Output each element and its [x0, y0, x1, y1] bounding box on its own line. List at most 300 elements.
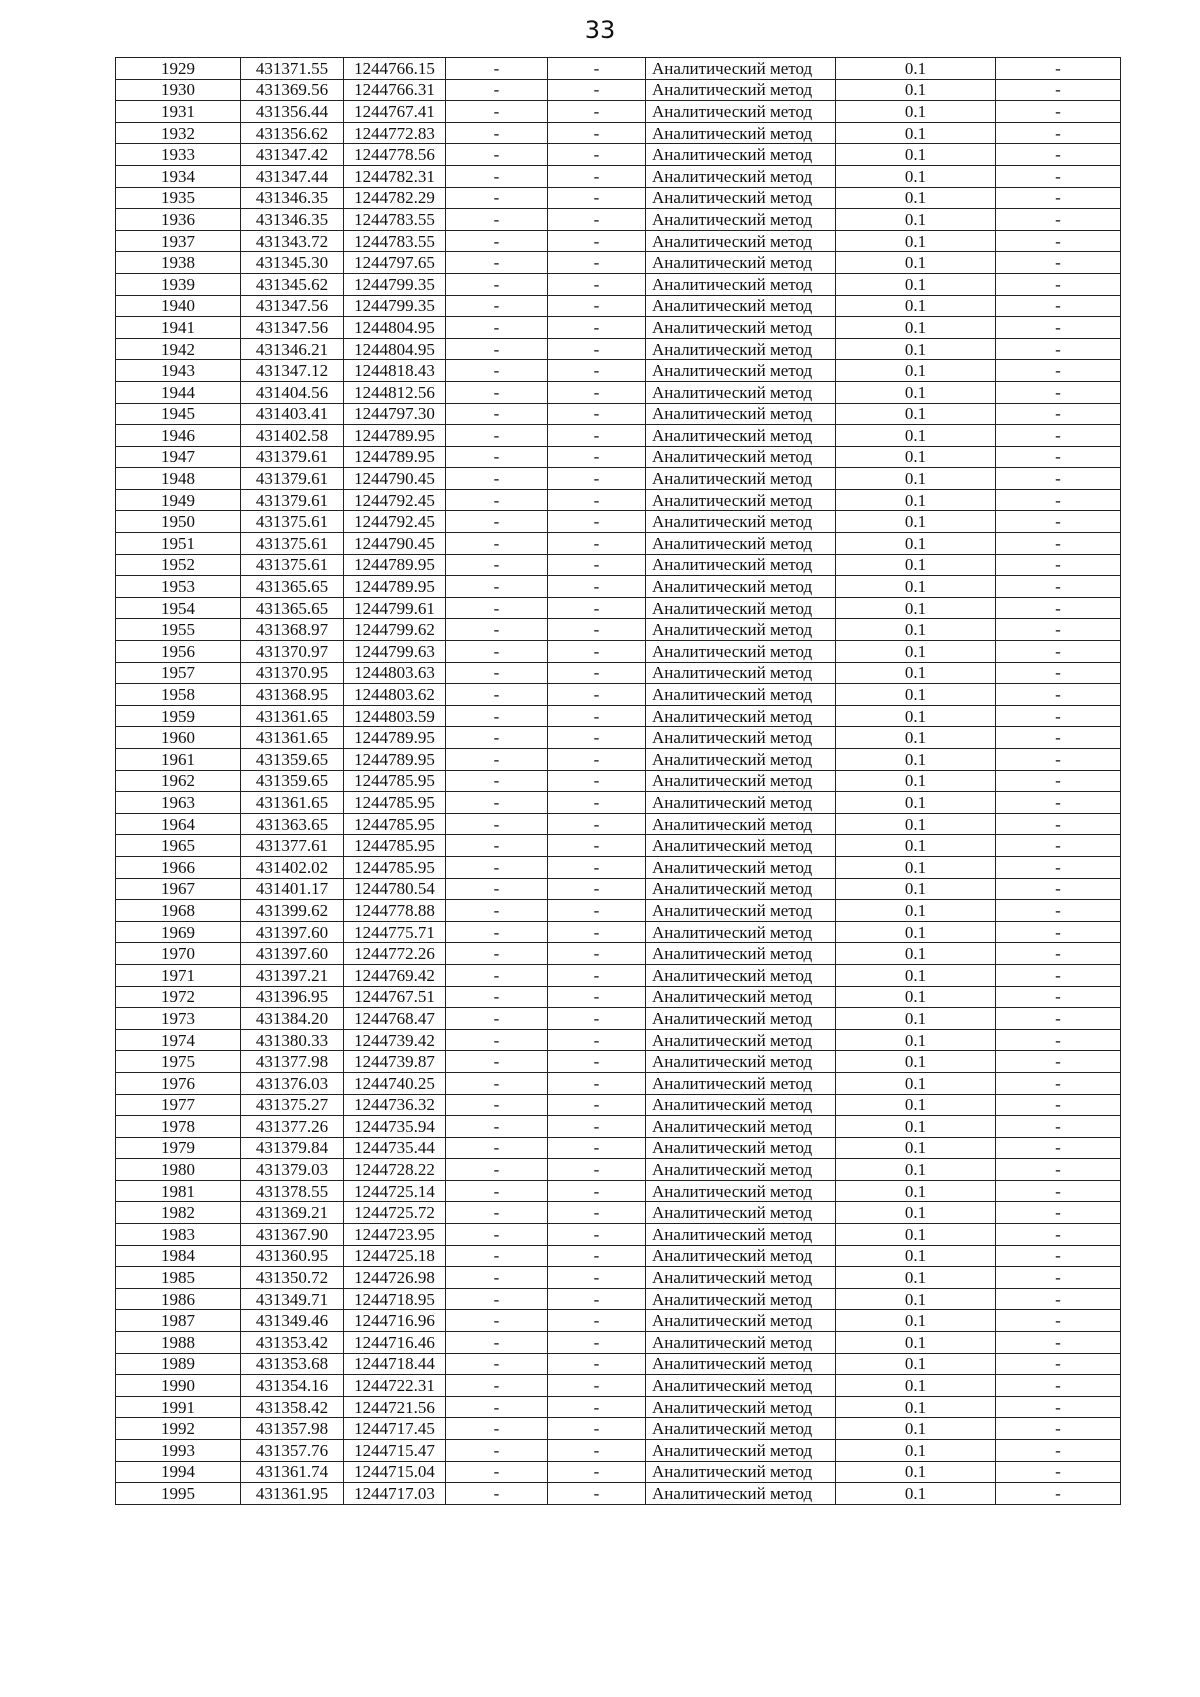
point-number-cell: 1978 [116, 1116, 241, 1138]
empty-cell-3: - [996, 1267, 1121, 1289]
method-cell: Аналитический метод [646, 79, 836, 101]
point-number-cell: 1936 [116, 209, 241, 231]
method-cell: Аналитический метод [646, 684, 836, 706]
point-number-cell: 1993 [116, 1440, 241, 1462]
y-coordinate-cell: 1244785.95 [344, 856, 446, 878]
method-cell: Аналитический метод [646, 749, 836, 771]
method-cell: Аналитический метод [646, 295, 836, 317]
empty-cell-2: - [548, 533, 646, 555]
empty-cell-3: - [996, 597, 1121, 619]
empty-cell-2: - [548, 1159, 646, 1181]
empty-cell-2: - [548, 295, 646, 317]
method-cell: Аналитический метод [646, 403, 836, 425]
empty-cell-1: - [446, 727, 548, 749]
accuracy-cell: 0.1 [836, 878, 996, 900]
point-number-cell: 1990 [116, 1375, 241, 1397]
accuracy-cell: 0.1 [836, 1396, 996, 1418]
point-number-cell: 1988 [116, 1332, 241, 1354]
point-number-cell: 1985 [116, 1267, 241, 1289]
empty-cell-1: - [446, 468, 548, 490]
point-number-cell: 1980 [116, 1159, 241, 1181]
point-number-cell: 1983 [116, 1224, 241, 1246]
table-row [116, 1137, 1121, 1159]
table-row [116, 964, 1121, 986]
table-row [116, 1202, 1121, 1224]
method-cell: Аналитический метод [646, 489, 836, 511]
table-row [116, 1353, 1121, 1375]
accuracy-cell: 0.1 [836, 252, 996, 274]
x-coordinate-cell: 431347.56 [241, 317, 344, 339]
empty-cell-3: - [996, 58, 1121, 80]
point-number-cell: 1933 [116, 144, 241, 166]
point-number-cell: 1935 [116, 187, 241, 209]
empty-cell-1: - [446, 1483, 548, 1505]
point-number-cell: 1982 [116, 1202, 241, 1224]
empty-cell-3: - [996, 554, 1121, 576]
point-number-cell: 1977 [116, 1094, 241, 1116]
empty-cell-3: - [996, 1159, 1121, 1181]
table-row [116, 900, 1121, 922]
table-row [116, 1008, 1121, 1030]
empty-cell-1: - [446, 641, 548, 663]
x-coordinate-cell: 431379.61 [241, 446, 344, 468]
table-row [116, 1180, 1121, 1202]
empty-cell-2: - [548, 360, 646, 382]
x-coordinate-cell: 431361.65 [241, 792, 344, 814]
x-coordinate-cell: 431347.12 [241, 360, 344, 382]
empty-cell-2: - [548, 425, 646, 447]
empty-cell-2: - [548, 770, 646, 792]
y-coordinate-cell: 1244792.45 [344, 489, 446, 511]
accuracy-cell: 0.1 [836, 1029, 996, 1051]
method-cell: Аналитический метод [646, 1288, 836, 1310]
empty-cell-2: - [548, 986, 646, 1008]
method-cell: Аналитический метод [646, 144, 836, 166]
accuracy-cell: 0.1 [836, 1483, 996, 1505]
accuracy-cell: 0.1 [836, 165, 996, 187]
empty-cell-1: - [446, 770, 548, 792]
empty-cell-1: - [446, 1202, 548, 1224]
accuracy-cell: 0.1 [836, 273, 996, 295]
empty-cell-2: - [548, 122, 646, 144]
accuracy-cell: 0.1 [836, 317, 996, 339]
method-cell: Аналитический метод [646, 1375, 836, 1397]
empty-cell-3: - [996, 943, 1121, 965]
method-cell: Аналитический метод [646, 230, 836, 252]
x-coordinate-cell: 431361.95 [241, 1483, 344, 1505]
empty-cell-1: - [446, 1029, 548, 1051]
accuracy-cell: 0.1 [836, 446, 996, 468]
empty-cell-3: - [996, 295, 1121, 317]
table-row [116, 1072, 1121, 1094]
empty-cell-3: - [996, 856, 1121, 878]
table-row [116, 1461, 1121, 1483]
empty-cell-1: - [446, 943, 548, 965]
x-coordinate-cell: 431358.42 [241, 1396, 344, 1418]
method-cell: Аналитический метод [646, 338, 836, 360]
empty-cell-3: - [996, 317, 1121, 339]
x-coordinate-cell: 431361.65 [241, 705, 344, 727]
empty-cell-2: - [548, 749, 646, 771]
point-number-cell: 1929 [116, 58, 241, 80]
empty-cell-1: - [446, 1396, 548, 1418]
method-cell: Аналитический метод [646, 597, 836, 619]
y-coordinate-cell: 1244789.95 [344, 749, 446, 771]
accuracy-cell: 0.1 [836, 705, 996, 727]
x-coordinate-cell: 431347.44 [241, 165, 344, 187]
x-coordinate-cell: 431354.16 [241, 1375, 344, 1397]
empty-cell-2: - [548, 1072, 646, 1094]
empty-cell-1: - [446, 317, 548, 339]
x-coordinate-cell: 431369.21 [241, 1202, 344, 1224]
empty-cell-2: - [548, 58, 646, 80]
method-cell: Аналитический метод [646, 921, 836, 943]
x-coordinate-cell: 431343.72 [241, 230, 344, 252]
accuracy-cell: 0.1 [836, 1202, 996, 1224]
method-cell: Аналитический метод [646, 792, 836, 814]
empty-cell-2: - [548, 619, 646, 641]
empty-cell-1: - [446, 1332, 548, 1354]
x-coordinate-cell: 431345.30 [241, 252, 344, 274]
empty-cell-2: - [548, 1029, 646, 1051]
empty-cell-3: - [996, 900, 1121, 922]
table-row [116, 468, 1121, 490]
y-coordinate-cell: 1244789.95 [344, 446, 446, 468]
x-coordinate-cell: 431349.46 [241, 1310, 344, 1332]
y-coordinate-cell: 1244792.45 [344, 511, 446, 533]
empty-cell-3: - [996, 1116, 1121, 1138]
x-coordinate-cell: 431361.74 [241, 1461, 344, 1483]
table-row [116, 705, 1121, 727]
x-coordinate-cell: 431375.61 [241, 554, 344, 576]
empty-cell-3: - [996, 749, 1121, 771]
accuracy-cell: 0.1 [836, 554, 996, 576]
point-number-cell: 1969 [116, 921, 241, 943]
table-row [116, 943, 1121, 965]
table-row [116, 749, 1121, 771]
y-coordinate-cell: 1244799.35 [344, 295, 446, 317]
accuracy-cell: 0.1 [836, 727, 996, 749]
empty-cell-3: - [996, 1051, 1121, 1073]
empty-cell-3: - [996, 813, 1121, 835]
table-row [116, 1159, 1121, 1181]
empty-cell-2: - [548, 1461, 646, 1483]
empty-cell-3: - [996, 835, 1121, 857]
x-coordinate-cell: 431370.97 [241, 641, 344, 663]
accuracy-cell: 0.1 [836, 360, 996, 382]
point-number-cell: 1961 [116, 749, 241, 771]
accuracy-cell: 0.1 [836, 1310, 996, 1332]
point-number-cell: 1959 [116, 705, 241, 727]
empty-cell-1: - [446, 1418, 548, 1440]
y-coordinate-cell: 1244799.62 [344, 619, 446, 641]
empty-cell-3: - [996, 727, 1121, 749]
accuracy-cell: 0.1 [836, 338, 996, 360]
table-row [116, 770, 1121, 792]
point-number-cell: 1937 [116, 230, 241, 252]
y-coordinate-cell: 1244718.95 [344, 1288, 446, 1310]
point-number-cell: 1952 [116, 554, 241, 576]
method-cell: Аналитический метод [646, 1483, 836, 1505]
empty-cell-3: - [996, 403, 1121, 425]
y-coordinate-cell: 1244725.18 [344, 1245, 446, 1267]
point-number-cell: 1962 [116, 770, 241, 792]
empty-cell-1: - [446, 489, 548, 511]
empty-cell-3: - [996, 468, 1121, 490]
empty-cell-2: - [548, 468, 646, 490]
x-coordinate-cell: 431379.61 [241, 468, 344, 490]
accuracy-cell: 0.1 [836, 122, 996, 144]
y-coordinate-cell: 1244735.44 [344, 1137, 446, 1159]
table-row [116, 813, 1121, 835]
table-row [116, 1051, 1121, 1073]
method-cell: Аналитический метод [646, 813, 836, 835]
empty-cell-2: - [548, 1288, 646, 1310]
point-number-cell: 1973 [116, 1008, 241, 1030]
method-cell: Аналитический метод [646, 533, 836, 555]
accuracy-cell: 0.1 [836, 381, 996, 403]
y-coordinate-cell: 1244767.41 [344, 101, 446, 123]
empty-cell-2: - [548, 835, 646, 857]
table-row [116, 295, 1121, 317]
table-row [116, 230, 1121, 252]
empty-cell-1: - [446, 813, 548, 835]
method-cell: Аналитический метод [646, 1072, 836, 1094]
empty-cell-1: - [446, 921, 548, 943]
point-number-cell: 1947 [116, 446, 241, 468]
method-cell: Аналитический метод [646, 554, 836, 576]
y-coordinate-cell: 1244775.71 [344, 921, 446, 943]
table-row [116, 619, 1121, 641]
empty-cell-2: - [548, 1008, 646, 1030]
method-cell: Аналитический метод [646, 58, 836, 80]
y-coordinate-cell: 1244778.88 [344, 900, 446, 922]
y-coordinate-cell: 1244782.29 [344, 187, 446, 209]
empty-cell-1: - [446, 79, 548, 101]
accuracy-cell: 0.1 [836, 813, 996, 835]
empty-cell-2: - [548, 1375, 646, 1397]
empty-cell-2: - [548, 101, 646, 123]
table-row [116, 360, 1121, 382]
x-coordinate-cell: 431380.33 [241, 1029, 344, 1051]
accuracy-cell: 0.1 [836, 1224, 996, 1246]
y-coordinate-cell: 1244736.32 [344, 1094, 446, 1116]
method-cell: Аналитический метод [646, 252, 836, 274]
empty-cell-3: - [996, 122, 1121, 144]
point-number-cell: 1995 [116, 1483, 241, 1505]
y-coordinate-cell: 1244739.87 [344, 1051, 446, 1073]
method-cell: Аналитический метод [646, 381, 836, 403]
empty-cell-2: - [548, 403, 646, 425]
table-row [116, 1483, 1121, 1505]
empty-cell-1: - [446, 1094, 548, 1116]
accuracy-cell: 0.1 [836, 295, 996, 317]
empty-cell-1: - [446, 1137, 548, 1159]
empty-cell-2: - [548, 813, 646, 835]
method-cell: Аналитический метод [646, 1353, 836, 1375]
empty-cell-3: - [996, 1008, 1121, 1030]
method-cell: Аналитический метод [646, 856, 836, 878]
empty-cell-1: - [446, 165, 548, 187]
accuracy-cell: 0.1 [836, 1353, 996, 1375]
empty-cell-2: - [548, 900, 646, 922]
x-coordinate-cell: 431365.65 [241, 576, 344, 598]
point-number-cell: 1964 [116, 813, 241, 835]
empty-cell-2: - [548, 1051, 646, 1073]
method-cell: Аналитический метод [646, 446, 836, 468]
empty-cell-2: - [548, 856, 646, 878]
empty-cell-3: - [996, 209, 1121, 231]
empty-cell-3: - [996, 144, 1121, 166]
point-number-cell: 1941 [116, 317, 241, 339]
empty-cell-1: - [446, 381, 548, 403]
x-coordinate-cell: 431359.65 [241, 770, 344, 792]
point-number-cell: 1989 [116, 1353, 241, 1375]
empty-cell-2: - [548, 684, 646, 706]
point-number-cell: 1975 [116, 1051, 241, 1073]
empty-cell-3: - [996, 921, 1121, 943]
y-coordinate-cell: 1244722.31 [344, 1375, 446, 1397]
empty-cell-3: - [996, 878, 1121, 900]
y-coordinate-cell: 1244728.22 [344, 1159, 446, 1181]
empty-cell-2: - [548, 252, 646, 274]
point-number-cell: 1992 [116, 1418, 241, 1440]
x-coordinate-cell: 431347.56 [241, 295, 344, 317]
empty-cell-2: - [548, 1440, 646, 1462]
empty-cell-3: - [996, 79, 1121, 101]
accuracy-cell: 0.1 [836, 58, 996, 80]
accuracy-cell: 0.1 [836, 749, 996, 771]
method-cell: Аналитический метод [646, 619, 836, 641]
empty-cell-2: - [548, 597, 646, 619]
empty-cell-1: - [446, 403, 548, 425]
point-number-cell: 1987 [116, 1310, 241, 1332]
empty-cell-1: - [446, 533, 548, 555]
y-coordinate-cell: 1244766.31 [344, 79, 446, 101]
x-coordinate-cell: 431384.20 [241, 1008, 344, 1030]
empty-cell-3: - [996, 230, 1121, 252]
empty-cell-3: - [996, 1094, 1121, 1116]
method-cell: Аналитический метод [646, 878, 836, 900]
y-coordinate-cell: 1244778.56 [344, 144, 446, 166]
point-number-cell: 1931 [116, 101, 241, 123]
accuracy-cell: 0.1 [836, 1051, 996, 1073]
table-row [116, 1245, 1121, 1267]
accuracy-cell: 0.1 [836, 1180, 996, 1202]
y-coordinate-cell: 1244785.95 [344, 835, 446, 857]
accuracy-cell: 0.1 [836, 1288, 996, 1310]
method-cell: Аналитический метод [646, 641, 836, 663]
empty-cell-1: - [446, 705, 548, 727]
empty-cell-3: - [996, 1418, 1121, 1440]
accuracy-cell: 0.1 [836, 468, 996, 490]
x-coordinate-cell: 431350.72 [241, 1267, 344, 1289]
empty-cell-1: - [446, 964, 548, 986]
accuracy-cell: 0.1 [836, 1245, 996, 1267]
point-number-cell: 1950 [116, 511, 241, 533]
empty-cell-3: - [996, 1202, 1121, 1224]
empty-cell-2: - [548, 1137, 646, 1159]
table-row [116, 1116, 1121, 1138]
method-cell: Аналитический метод [646, 1461, 836, 1483]
x-coordinate-cell: 431396.95 [241, 986, 344, 1008]
x-coordinate-cell: 431347.42 [241, 144, 344, 166]
empty-cell-3: - [996, 792, 1121, 814]
accuracy-cell: 0.1 [836, 770, 996, 792]
method-cell: Аналитический метод [646, 662, 836, 684]
table-row [116, 403, 1121, 425]
empty-cell-1: - [446, 684, 548, 706]
y-coordinate-cell: 1244780.54 [344, 878, 446, 900]
point-number-cell: 1943 [116, 360, 241, 382]
table-row [116, 792, 1121, 814]
y-coordinate-cell: 1244785.95 [344, 770, 446, 792]
x-coordinate-cell: 431377.26 [241, 1116, 344, 1138]
point-number-cell: 1944 [116, 381, 241, 403]
y-coordinate-cell: 1244715.04 [344, 1461, 446, 1483]
empty-cell-2: - [548, 511, 646, 533]
empty-cell-2: - [548, 381, 646, 403]
empty-cell-2: - [548, 1202, 646, 1224]
accuracy-cell: 0.1 [836, 1418, 996, 1440]
empty-cell-3: - [996, 273, 1121, 295]
accuracy-cell: 0.1 [836, 101, 996, 123]
table-row [116, 79, 1121, 101]
empty-cell-3: - [996, 1072, 1121, 1094]
point-number-cell: 1932 [116, 122, 241, 144]
empty-cell-1: - [446, 1245, 548, 1267]
accuracy-cell: 0.1 [836, 662, 996, 684]
empty-cell-3: - [996, 1029, 1121, 1051]
point-number-cell: 1958 [116, 684, 241, 706]
accuracy-cell: 0.1 [836, 792, 996, 814]
y-coordinate-cell: 1244726.98 [344, 1267, 446, 1289]
point-number-cell: 1968 [116, 900, 241, 922]
empty-cell-2: - [548, 792, 646, 814]
empty-cell-1: - [446, 209, 548, 231]
page-number: 33 [584, 16, 616, 44]
empty-cell-2: - [548, 79, 646, 101]
table-row [116, 1029, 1121, 1051]
empty-cell-1: - [446, 511, 548, 533]
point-number-cell: 1939 [116, 273, 241, 295]
empty-cell-1: - [446, 1051, 548, 1073]
accuracy-cell: 0.1 [836, 1137, 996, 1159]
accuracy-cell: 0.1 [836, 856, 996, 878]
x-coordinate-cell: 431402.58 [241, 425, 344, 447]
empty-cell-3: - [996, 1224, 1121, 1246]
empty-cell-2: - [548, 1267, 646, 1289]
empty-cell-2: - [548, 187, 646, 209]
y-coordinate-cell: 1244783.55 [344, 209, 446, 231]
table-row [116, 144, 1121, 166]
empty-cell-1: - [446, 187, 548, 209]
accuracy-cell: 0.1 [836, 641, 996, 663]
table-row [116, 1267, 1121, 1289]
empty-cell-3: - [996, 1137, 1121, 1159]
table-row [116, 1440, 1121, 1462]
table-row [116, 835, 1121, 857]
y-coordinate-cell: 1244783.55 [344, 230, 446, 252]
x-coordinate-cell: 431397.60 [241, 943, 344, 965]
y-coordinate-cell: 1244725.72 [344, 1202, 446, 1224]
table-row [116, 597, 1121, 619]
table-row [116, 58, 1121, 80]
point-number-cell: 1957 [116, 662, 241, 684]
point-number-cell: 1940 [116, 295, 241, 317]
x-coordinate-cell: 431359.65 [241, 749, 344, 771]
empty-cell-3: - [996, 662, 1121, 684]
